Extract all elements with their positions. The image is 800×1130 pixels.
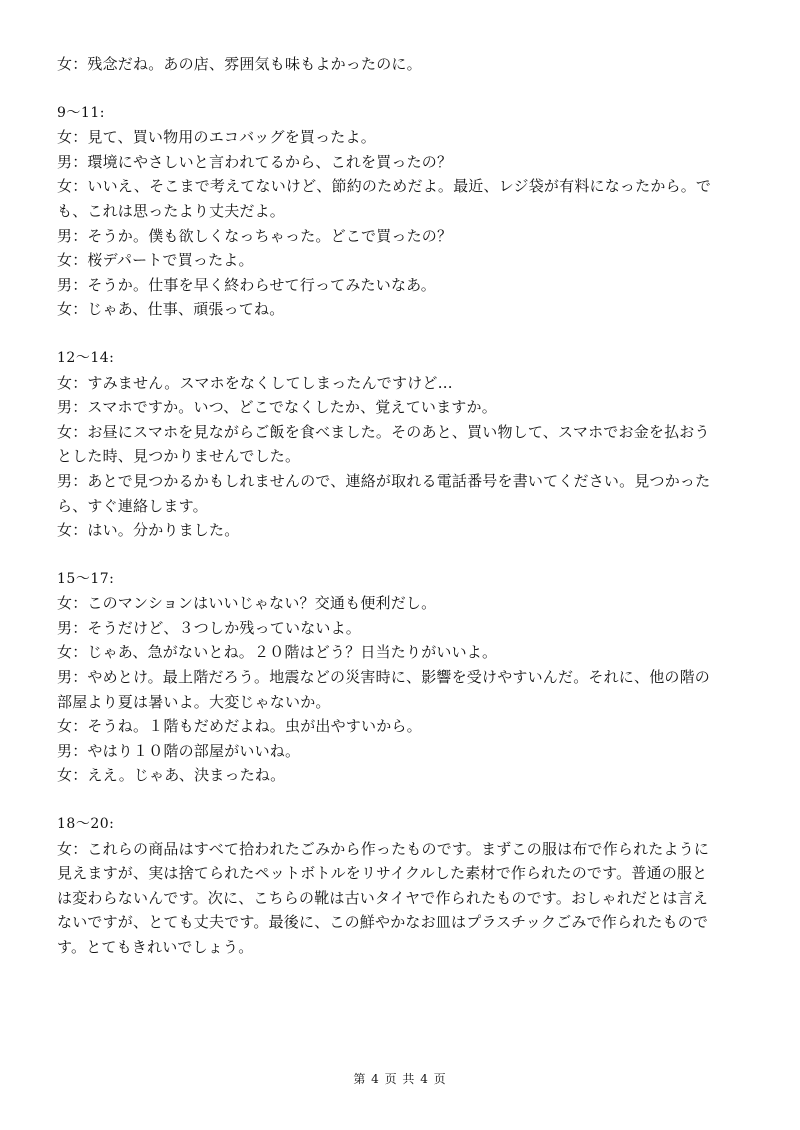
- dialogue-line: 女：はい。分かりました。: [57, 521, 240, 540]
- dialogue-line: 女：いいえ、そこまで考えてないけど、節約のためだよ。最近、レジ袋が有料になったから。で: [57, 177, 712, 196]
- section-18-20: [57, 812, 757, 960]
- section-spacer: [57, 322, 757, 346]
- dialogue-line: 部屋より夏は暑いよ。大変じゃないか。: [57, 692, 331, 711]
- dialogue-line: も、これは思ったより丈夫だよ。: [57, 201, 286, 220]
- dialogue-line: す。とてもきれいでしょう。: [57, 938, 254, 956]
- dialogue-line: 男：そうか。仕事を早く終わらせて行ってみたいなあ。: [57, 275, 436, 294]
- dialogue-line: 女：お昼にスマホを見ながらご飯を食べました。そのあと、買い物して、スマホでお金を払おう: [57, 422, 710, 441]
- dialogue-line: 女：じゃあ、急がないとね。２０階はどう？日当たりがいいよ。: [57, 643, 498, 662]
- dialogue-line: 女：そうね。１階もだめだよね。虫が出やすいから。: [57, 717, 422, 736]
- dialogue-line: 男：あとで見つかるかもしれませんので、連絡が取れる電話番号を書いてください。見つかった: [57, 471, 711, 490]
- document-body: [57, 52, 757, 960]
- dialogue-line: 女：桜デパートで買ったよ。: [57, 251, 254, 270]
- dialogue-line: 女：これらの商品はすべて拾われたごみから作ったものです。まずこの服は布で作られたように: [57, 839, 710, 858]
- dialogue-line: 男：やめとけ。最上階だろう。地震などの災害時に、影響を受けやすいんだ。それに、他の階の: [57, 668, 711, 687]
- dialogue-line: とした時、見つかりませんでした。: [57, 447, 301, 466]
- dialogue-line: 男：環境にやさしいと言われてるから、これを買ったの？: [57, 152, 453, 171]
- dialogue-line: 男：スマホですか。いつ、どこでなくしたか、覚えていますか。: [57, 398, 497, 417]
- dialogue-line: 見えますが、実は捨てられたペットボトルをリサイクルした素材で作られたのです。普通の服と: [57, 864, 708, 883]
- dialogue-line: 男：そうか。僕も欲しくなっちゃった。どこで買ったの？: [57, 226, 453, 245]
- dialogue-line: 女：見て、買い物用のエコバッグを買ったよ。: [57, 128, 376, 147]
- section-12-14: [57, 346, 757, 543]
- dialogue-line: 女：すみません。スマホをなくしてしまったんですけど…: [57, 373, 453, 392]
- section-heading: 18～20:: [57, 816, 115, 833]
- dialogue-line: 男：やはり１０階の部屋がいいね。: [57, 741, 301, 760]
- section-heading: 15～17:: [57, 570, 115, 587]
- section-9-11: [57, 101, 757, 322]
- dialogue-line: 女：このマンションはいいじゃない？交通も便利だし。: [57, 594, 437, 613]
- dialogue-line: 女：残念だね。あの店、雰囲気も味もよかったのに。: [57, 55, 422, 73]
- page-number-footer: 第 4 页 共 4 页: [353, 1072, 447, 1086]
- dialogue-line: 女：じゃあ、仕事、頑張ってね。: [57, 300, 285, 319]
- section-heading: 9～11:: [57, 104, 105, 121]
- dialogue-line: ら、すぐ連絡します。: [57, 496, 208, 515]
- dialogue-line: 男：そうだけど、３つしか残っていないよ。: [57, 618, 362, 637]
- section-spacer: [57, 543, 757, 567]
- dialogue-line: は変わらないんです。次に、こちらの靴は古いタイヤで作られたものです。おしゃれだとは言え: [57, 888, 708, 907]
- section-spacer: [57, 788, 757, 812]
- section-spacer: [57, 77, 757, 101]
- dialogue-line: 女：ええ。じゃあ、決まったね。: [57, 766, 286, 785]
- dialogue-line: ないですが、とても丈夫です。最後に、この鮮やかなお皿はプラスチックごみで作られたもので: [57, 913, 709, 932]
- section-heading: 12～14:: [57, 349, 115, 366]
- section-15-17: [57, 567, 757, 788]
